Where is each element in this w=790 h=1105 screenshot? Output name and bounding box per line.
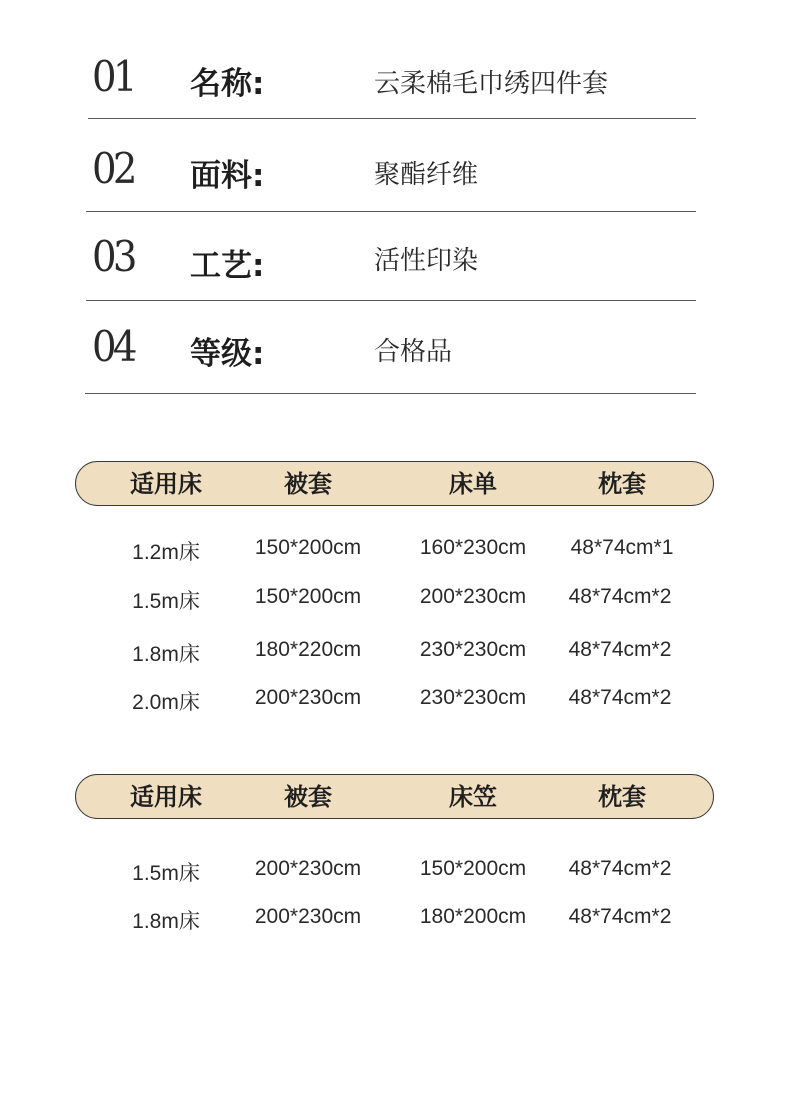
divider: [85, 393, 696, 394]
cell-bed: 1.5m床: [132, 590, 200, 613]
cell-sheet: 230*230cm: [419, 686, 527, 709]
cell-sheet: 160*230cm: [419, 536, 527, 559]
table-header: [75, 774, 714, 819]
cell-fitted-sheet: 180*200cm: [419, 905, 527, 928]
spec-key: 面料:: [190, 158, 265, 194]
divider: [88, 118, 696, 119]
size-table-flat-sheet: [75, 461, 715, 714]
spec-row-craft: [86, 232, 696, 322]
cell-duvet: 200*230cm: [254, 686, 362, 709]
table-row: [75, 585, 715, 615]
divider: [86, 300, 696, 301]
header-bed: 适用床: [130, 470, 202, 498]
cell-duvet: 150*200cm: [254, 585, 362, 608]
header-pillowcase: 枕套: [598, 470, 646, 498]
table-row: [75, 686, 715, 716]
cell-pillowcase: 48*74cm*2: [568, 585, 672, 608]
spec-number: 01: [92, 52, 134, 101]
spec-value: 活性印染: [374, 246, 479, 276]
cell-bed: 1.8m床: [132, 910, 200, 933]
spec-value: 云柔棉毛巾绣四件套: [374, 69, 609, 99]
header-pillowcase: 枕套: [598, 783, 646, 811]
spec-row-fabric: [86, 144, 696, 234]
spec-row-name: [86, 52, 696, 142]
table-row: [75, 905, 715, 935]
spec-value: 合格品: [374, 337, 453, 367]
table-row: [75, 857, 715, 887]
spec-number: 04: [92, 322, 134, 371]
cell-pillowcase: 48*74cm*2: [568, 857, 672, 880]
size-table-fitted-sheet: [75, 774, 715, 933]
header-duvet: 被套: [284, 470, 332, 498]
cell-sheet: 230*230cm: [419, 638, 527, 661]
header-fitted-sheet: 床笠: [449, 783, 497, 811]
header-sheet: 床单: [449, 470, 497, 498]
cell-duvet: 200*230cm: [254, 905, 362, 928]
cell-duvet: 150*200cm: [254, 536, 362, 559]
table-row: [75, 638, 715, 668]
divider: [86, 211, 696, 212]
header-duvet: 被套: [284, 783, 332, 811]
table-row: [75, 536, 715, 566]
cell-pillowcase: 48*74cm*2: [568, 686, 672, 709]
cell-duvet: 200*230cm: [254, 857, 362, 880]
cell-pillowcase: 48*74cm*2: [568, 638, 672, 661]
cell-sheet: 200*230cm: [419, 585, 527, 608]
spec-key: 名称:: [190, 66, 265, 102]
spec-key: 等级:: [190, 336, 265, 372]
cell-bed: 1.2m床: [132, 541, 200, 564]
cell-fitted-sheet: 150*200cm: [419, 857, 527, 880]
spec-number: 02: [92, 144, 134, 193]
cell-pillowcase: 48*74cm*2: [568, 905, 672, 928]
cell-pillowcase: 48*74cm*1: [570, 536, 674, 559]
spec-row-grade: [86, 322, 696, 412]
table-header: [75, 461, 714, 506]
cell-bed: 1.8m床: [132, 643, 200, 666]
cell-bed: 1.5m床: [132, 862, 200, 885]
header-bed: 适用床: [130, 783, 202, 811]
spec-number: 03: [92, 232, 134, 281]
spec-key: 工艺:: [190, 248, 265, 284]
spec-value: 聚酯纤维: [374, 160, 479, 190]
cell-duvet: 180*220cm: [254, 638, 362, 661]
cell-bed: 2.0m床: [132, 691, 200, 714]
